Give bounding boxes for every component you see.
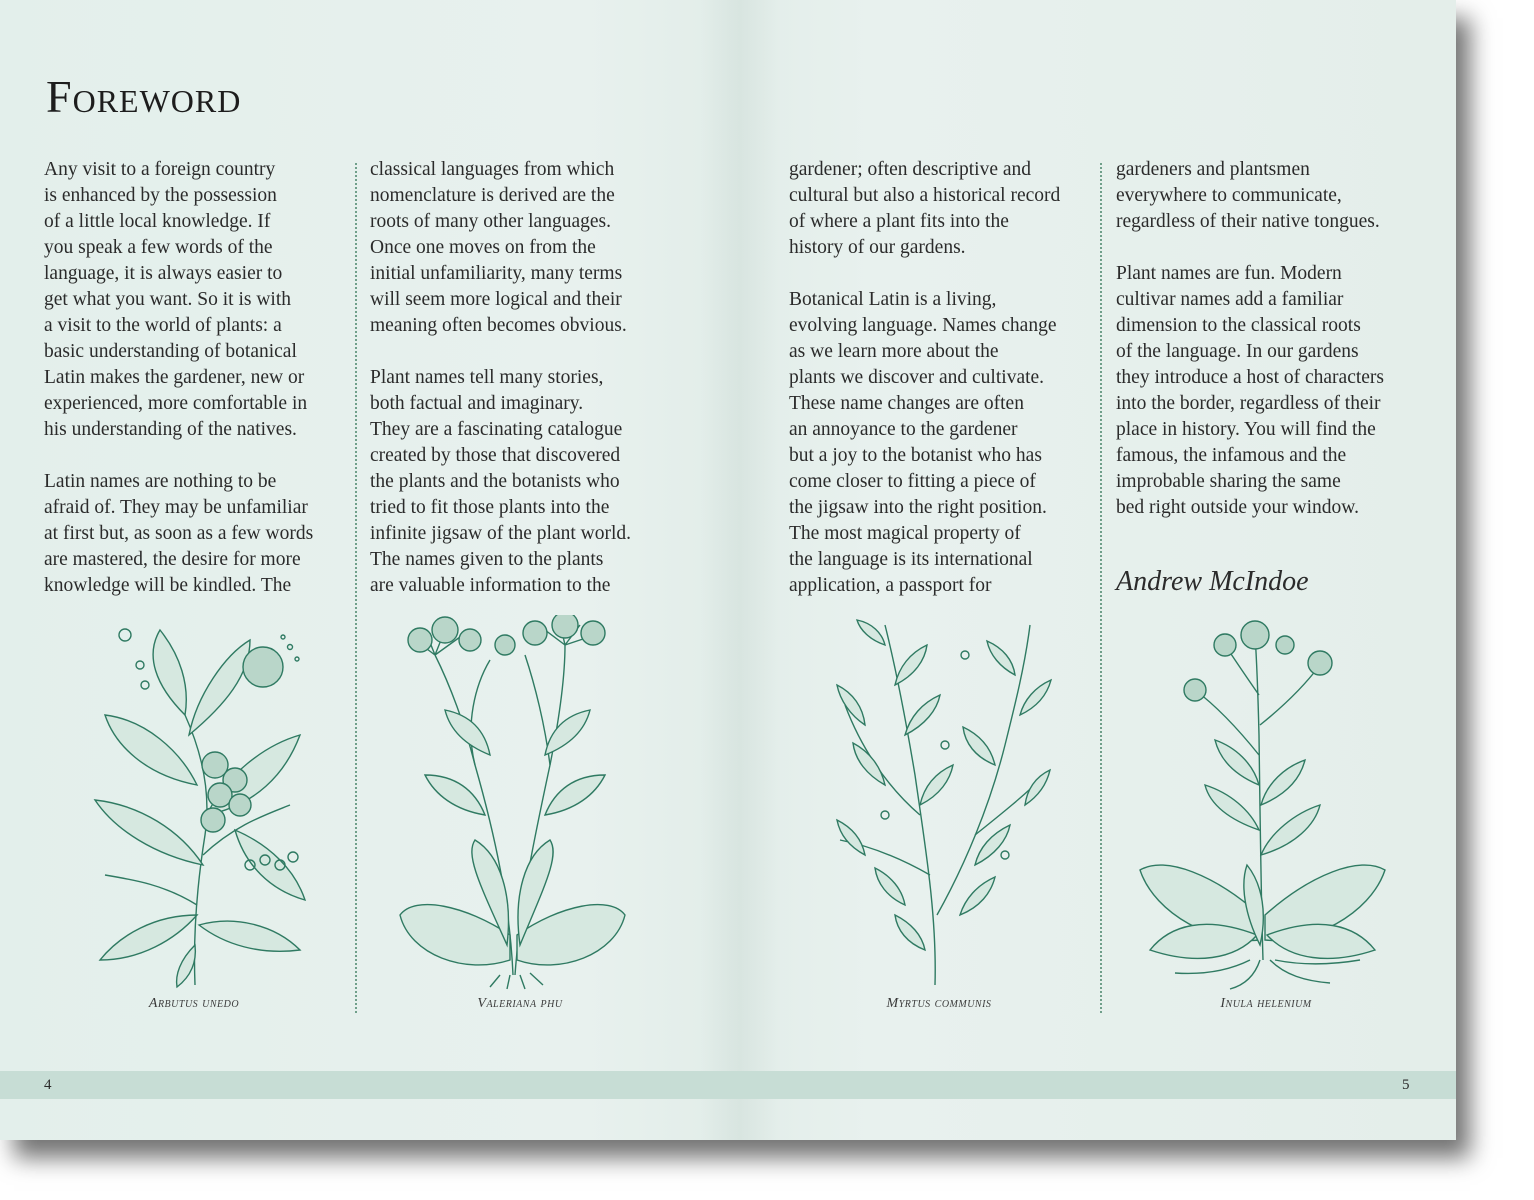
valeriana-illustration: [395, 615, 630, 990]
text-column-4: [1116, 157, 1416, 547]
illustration-caption: Valeriana phu: [477, 996, 563, 1011]
page-number-right: 5: [1402, 1077, 1410, 1093]
text-column-2: [370, 157, 670, 625]
paragraph: Plant names tell many stories, both factual and imaginary. They are a fascinating catalogue created by those that discovered the plants and the botanists who tried to fit those plants into the infinite jigsaw of the plant world. The names given to the plants are valuable information to the: [370, 367, 632, 596]
arbutus-illustration: [85, 615, 315, 990]
author-signature: Andrew McIndoe: [1116, 566, 1309, 597]
myrtus-illustration: [825, 615, 1055, 990]
footer-band: [0, 1071, 1456, 1099]
book-gutter: [700, 0, 780, 1140]
inula-illustration: [1135, 615, 1390, 990]
paragraph: Any visit to a foreign country is enhanced by the possession of a little local knowledge. If you speak a few words of the language, it is always easier to get what you want. So it is with a visit to the world of plants: a basic understanding of botanical Latin makes the gardener, new or experienced, more comfortable in his understanding of the natives.: [44, 159, 308, 440]
illustration-caption: Arbutus unedo: [148, 996, 240, 1011]
paragraph: Plant names are fun. Modern cultivar names add a familiar dimension to the classical roots of the language. In our gardens they introduce a host of characters into the border, regardless of their place in history. You will find the famous, the infamous and the improbable sharing the same bed right outside your window.: [1116, 263, 1385, 518]
paragraph: classical languages from which nomenclature is derived are the roots of many other languages. Once one moves on from the initial unfamiliarity, many terms will seem more logical and their meaning often becomes obvious.: [370, 159, 627, 336]
paragraph: gardener; often descriptive and cultural but also a historical record of where a plant fits into the history of our gardens.: [789, 159, 1061, 258]
dotted-column-divider: [355, 163, 357, 1013]
text-column-3: [789, 157, 1089, 625]
page-number-left: 4: [44, 1077, 52, 1093]
paragraph: Latin names are nothing to be afraid of. They may be unfamiliar at first but, as soon as a few words are mastered, the desire for more knowledge will be kindled. The: [44, 471, 314, 596]
illustration-caption: Myrtus communis: [886, 996, 992, 1011]
illustration-caption: Inula helenium: [1220, 996, 1312, 1011]
dotted-column-divider: [1100, 163, 1102, 1013]
paragraph: gardeners and plantsmen everywhere to communicate, regardless of their native tongues.: [1116, 159, 1380, 232]
text-column-1: [44, 157, 344, 625]
paragraph: Botanical Latin is a living, evolving language. Names change as we learn more about the plants we discover and cultivate. These name changes are often an annoyance to the gardener but a joy to the botanist who has come closer to fitting a piece of the jigsaw into the right position. The most magical property of the language is its international application, a passport for: [789, 289, 1057, 596]
page-title: Foreword: [46, 71, 242, 122]
